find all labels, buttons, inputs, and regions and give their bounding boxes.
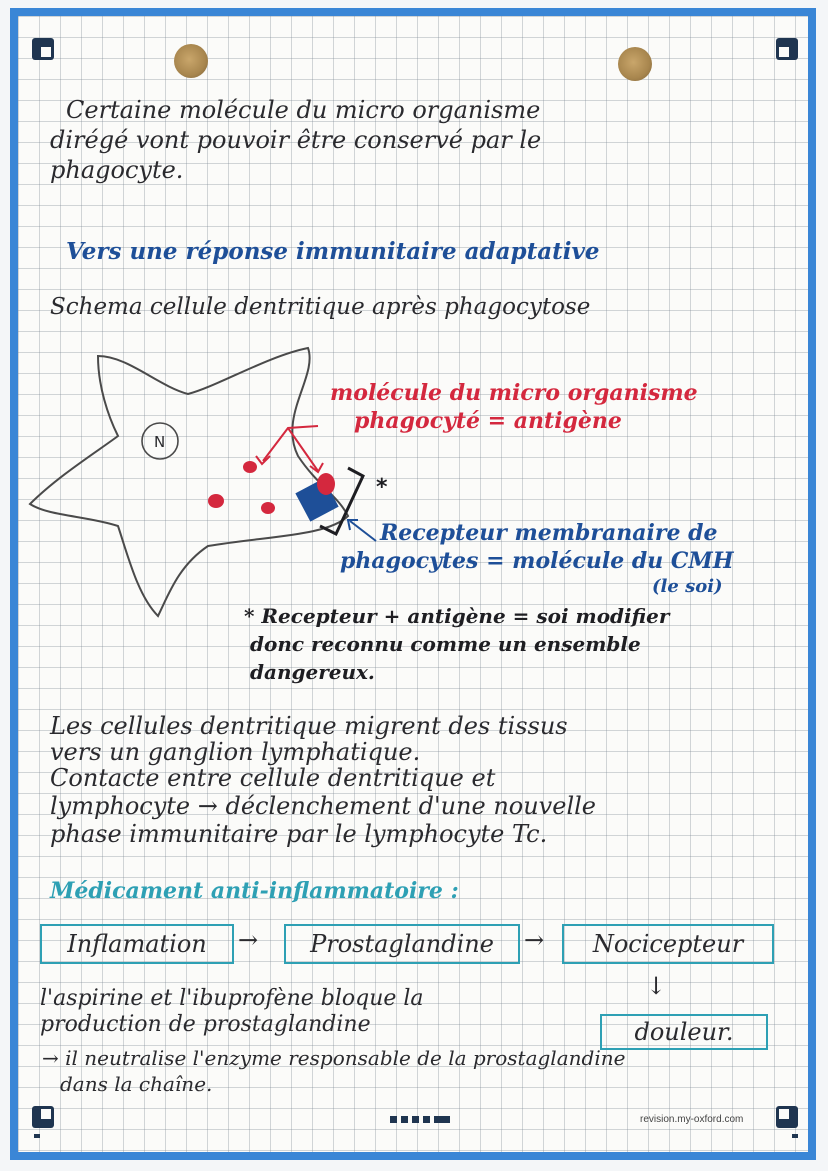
antigen-label-line-1: molécule du micro organisme (330, 380, 698, 406)
brand-logo-icon (390, 1116, 450, 1123)
receptor-label-line-1: Recepteur membranaire de (380, 520, 718, 546)
aspirin-line-4: dans la chaîne. (60, 1072, 213, 1096)
migration-line-1: Les cellules dentritique migrent des tissus (50, 712, 568, 740)
flow-box-nocicepteur: Nocicepteur (562, 924, 774, 964)
note-card (10, 8, 816, 1160)
schema-title: Schema cellule dentritique après phagocytose (50, 294, 591, 320)
migration-line-5: phase immunitaire par le lymphocyte Tc. (50, 820, 548, 848)
flow-box-douleur: douleur. (600, 1014, 768, 1050)
aspirin-line-2: production de prostaglandine (40, 1012, 371, 1037)
heading-anti-inflammatory: Médicament anti-inflammatoire : (50, 878, 459, 904)
migration-line-4: lymphocyte → déclenchement d'une nouvelle (50, 792, 596, 820)
intro-line-3: phagocyte. (50, 156, 184, 184)
antigen-label-line-2: phagocyté = antigène (354, 408, 622, 434)
intro-line-2: dirégé vont pouvoir être conservé par le (50, 126, 542, 154)
corner-marker-icon (32, 38, 54, 60)
corner-dash (34, 1134, 40, 1138)
intro-line-1: Certaine molécule du micro organisme (66, 96, 541, 124)
antigen-on-receptor (317, 473, 335, 495)
note-line-3: dangereux. (250, 660, 375, 684)
note-line-2: donc reconnu comme un ensemble (250, 632, 641, 656)
aspirin-line-3: → il neutralise l'enzyme responsable de la prostaglandine (42, 1046, 626, 1070)
punch-hole-right (618, 47, 652, 81)
receptor-label-line-2: phagocytes = molécule du CMH (340, 548, 734, 574)
note-line-1: * Recepteur + antigène = soi modifier (244, 604, 670, 628)
antigen-pointer (263, 426, 318, 471)
corner-marker-icon (776, 38, 798, 60)
dendritic-cell-outline (30, 348, 348, 616)
flow-down-arrow: ↓ (646, 972, 667, 1000)
flow-arrow-1: → (238, 926, 259, 954)
receptor-label-line-3: (le soi) (652, 576, 723, 597)
migration-line-2: vers un ganglion lymphatique. (50, 738, 421, 766)
footer-url: revision.my-oxford.com (640, 1114, 744, 1125)
receptor-asterisk: * (376, 475, 388, 500)
flow-arrow-2: → (524, 926, 545, 954)
nucleus-label: N (154, 433, 166, 451)
punch-hole-left (174, 44, 208, 78)
heading-adaptive-response: Vers une réponse immunitaire adaptative (66, 238, 600, 265)
antigen-dot (261, 502, 275, 514)
flow-box-prostaglandine: Prostaglandine (284, 924, 520, 964)
antigen-dot (208, 494, 224, 508)
receptor-pointer (350, 521, 376, 541)
migration-line-3: Contacte entre cellule dentritique et (50, 764, 496, 792)
corner-marker-icon (776, 1106, 798, 1128)
corner-dash (792, 1134, 798, 1138)
antigen-dot (243, 461, 257, 473)
corner-marker-icon (32, 1106, 54, 1128)
flow-box-inflammation: Inflamation (40, 924, 234, 964)
aspirin-line-1: l'aspirine et l'ibuprofène bloque la (40, 986, 424, 1011)
